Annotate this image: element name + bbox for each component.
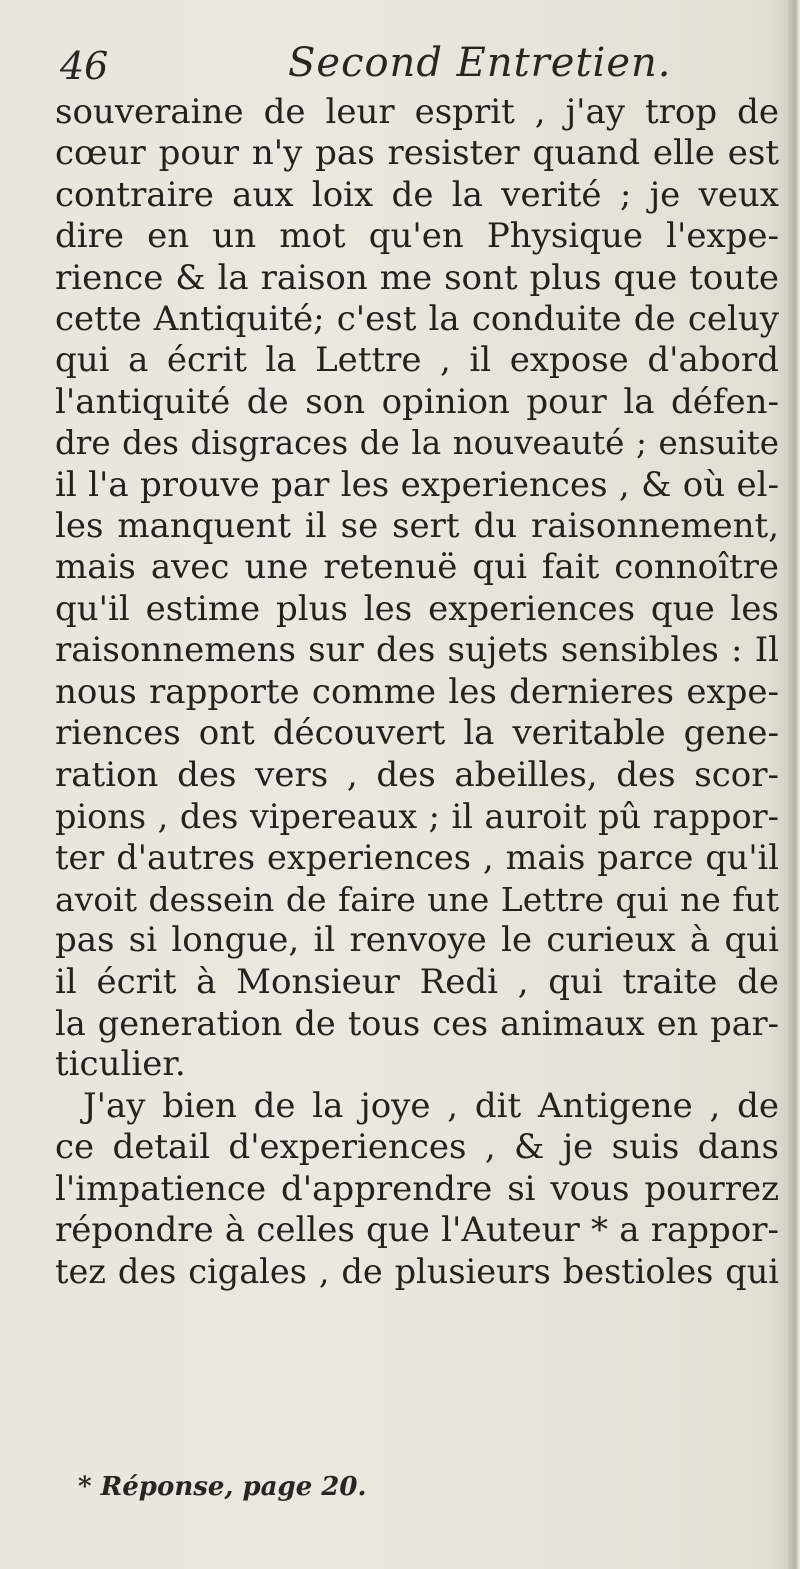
page-gutter-shadow xyxy=(788,0,800,1569)
text-line: contraire aux loix de la verité ; je veux xyxy=(55,174,779,215)
text-line: il écrit à Monsieur Redi , qui traite de xyxy=(55,961,779,1002)
text-line: mais avec une retenuë qui fait connoître xyxy=(55,547,779,588)
text-line: avoit dessein de faire une Lettre qui ne fut xyxy=(55,879,779,919)
text-line: ration des vers , des abeilles, des scor- xyxy=(55,754,779,795)
text-line: répondre à celles que l'Auteur * a rappor- xyxy=(55,1209,779,1250)
text-line: J'ay bien de la joye , dit Antigene , de xyxy=(83,1085,779,1126)
text-line: souveraine de leur esprit , j'ay trop de xyxy=(55,92,779,132)
text-line: la generation de tous ces animaux en par- xyxy=(55,1003,779,1043)
text-line: cette Antiquité; c'est la conduite de celuy xyxy=(55,299,779,340)
page-number: 46 xyxy=(60,44,109,88)
text-line: pas si longue, il renvoye le curieux à qui xyxy=(55,920,779,961)
text-line: ticulier. xyxy=(55,1044,186,1085)
text-line: l'antiquité de son opinion pour la défen- xyxy=(55,381,779,422)
text-line: ter d'autres experiences , mais parce qu'il xyxy=(55,838,779,878)
text-line: cœur pour n'y pas resister quand elle est xyxy=(55,133,779,174)
text-line: l'impatience d'apprendre si vous pourrez xyxy=(55,1168,779,1209)
text-line: il l'a prouve par les experiences , & où el- xyxy=(55,464,779,505)
text-line: ce detail d'experiences , & je suis dans xyxy=(55,1127,779,1168)
text-line: pions , des vipereaux ; il auroit pû rappor- xyxy=(55,796,779,836)
text-line: rience & la raison me sont plus que toute xyxy=(55,257,779,298)
text-line: dire en un mot qu'en Physique l'expe- xyxy=(55,216,779,257)
page-header xyxy=(60,40,760,96)
footnote: * Réponse, page 20. xyxy=(78,1472,367,1502)
running-head: Second Entretien. xyxy=(288,40,672,86)
text-line: les manquent il se sert du raisonnement, xyxy=(55,506,779,547)
text-line: dre des disgraces de la nouveauté ; ensuite xyxy=(55,424,779,463)
text-line: tez des cigales , de plusieurs bestioles qui xyxy=(55,1252,779,1292)
text-line: riences ont découvert la veritable gene- xyxy=(55,713,779,754)
text-line: qui a écrit la Lettre , il expose d'abord xyxy=(55,340,779,381)
text-line: raisonnemens sur des sujets sensibles : Il xyxy=(55,630,779,671)
text-line: qu'il estime plus les experiences que les xyxy=(55,588,779,629)
body-text xyxy=(55,92,779,1293)
text-line: nous rapporte comme les dernieres expe- xyxy=(55,671,779,712)
